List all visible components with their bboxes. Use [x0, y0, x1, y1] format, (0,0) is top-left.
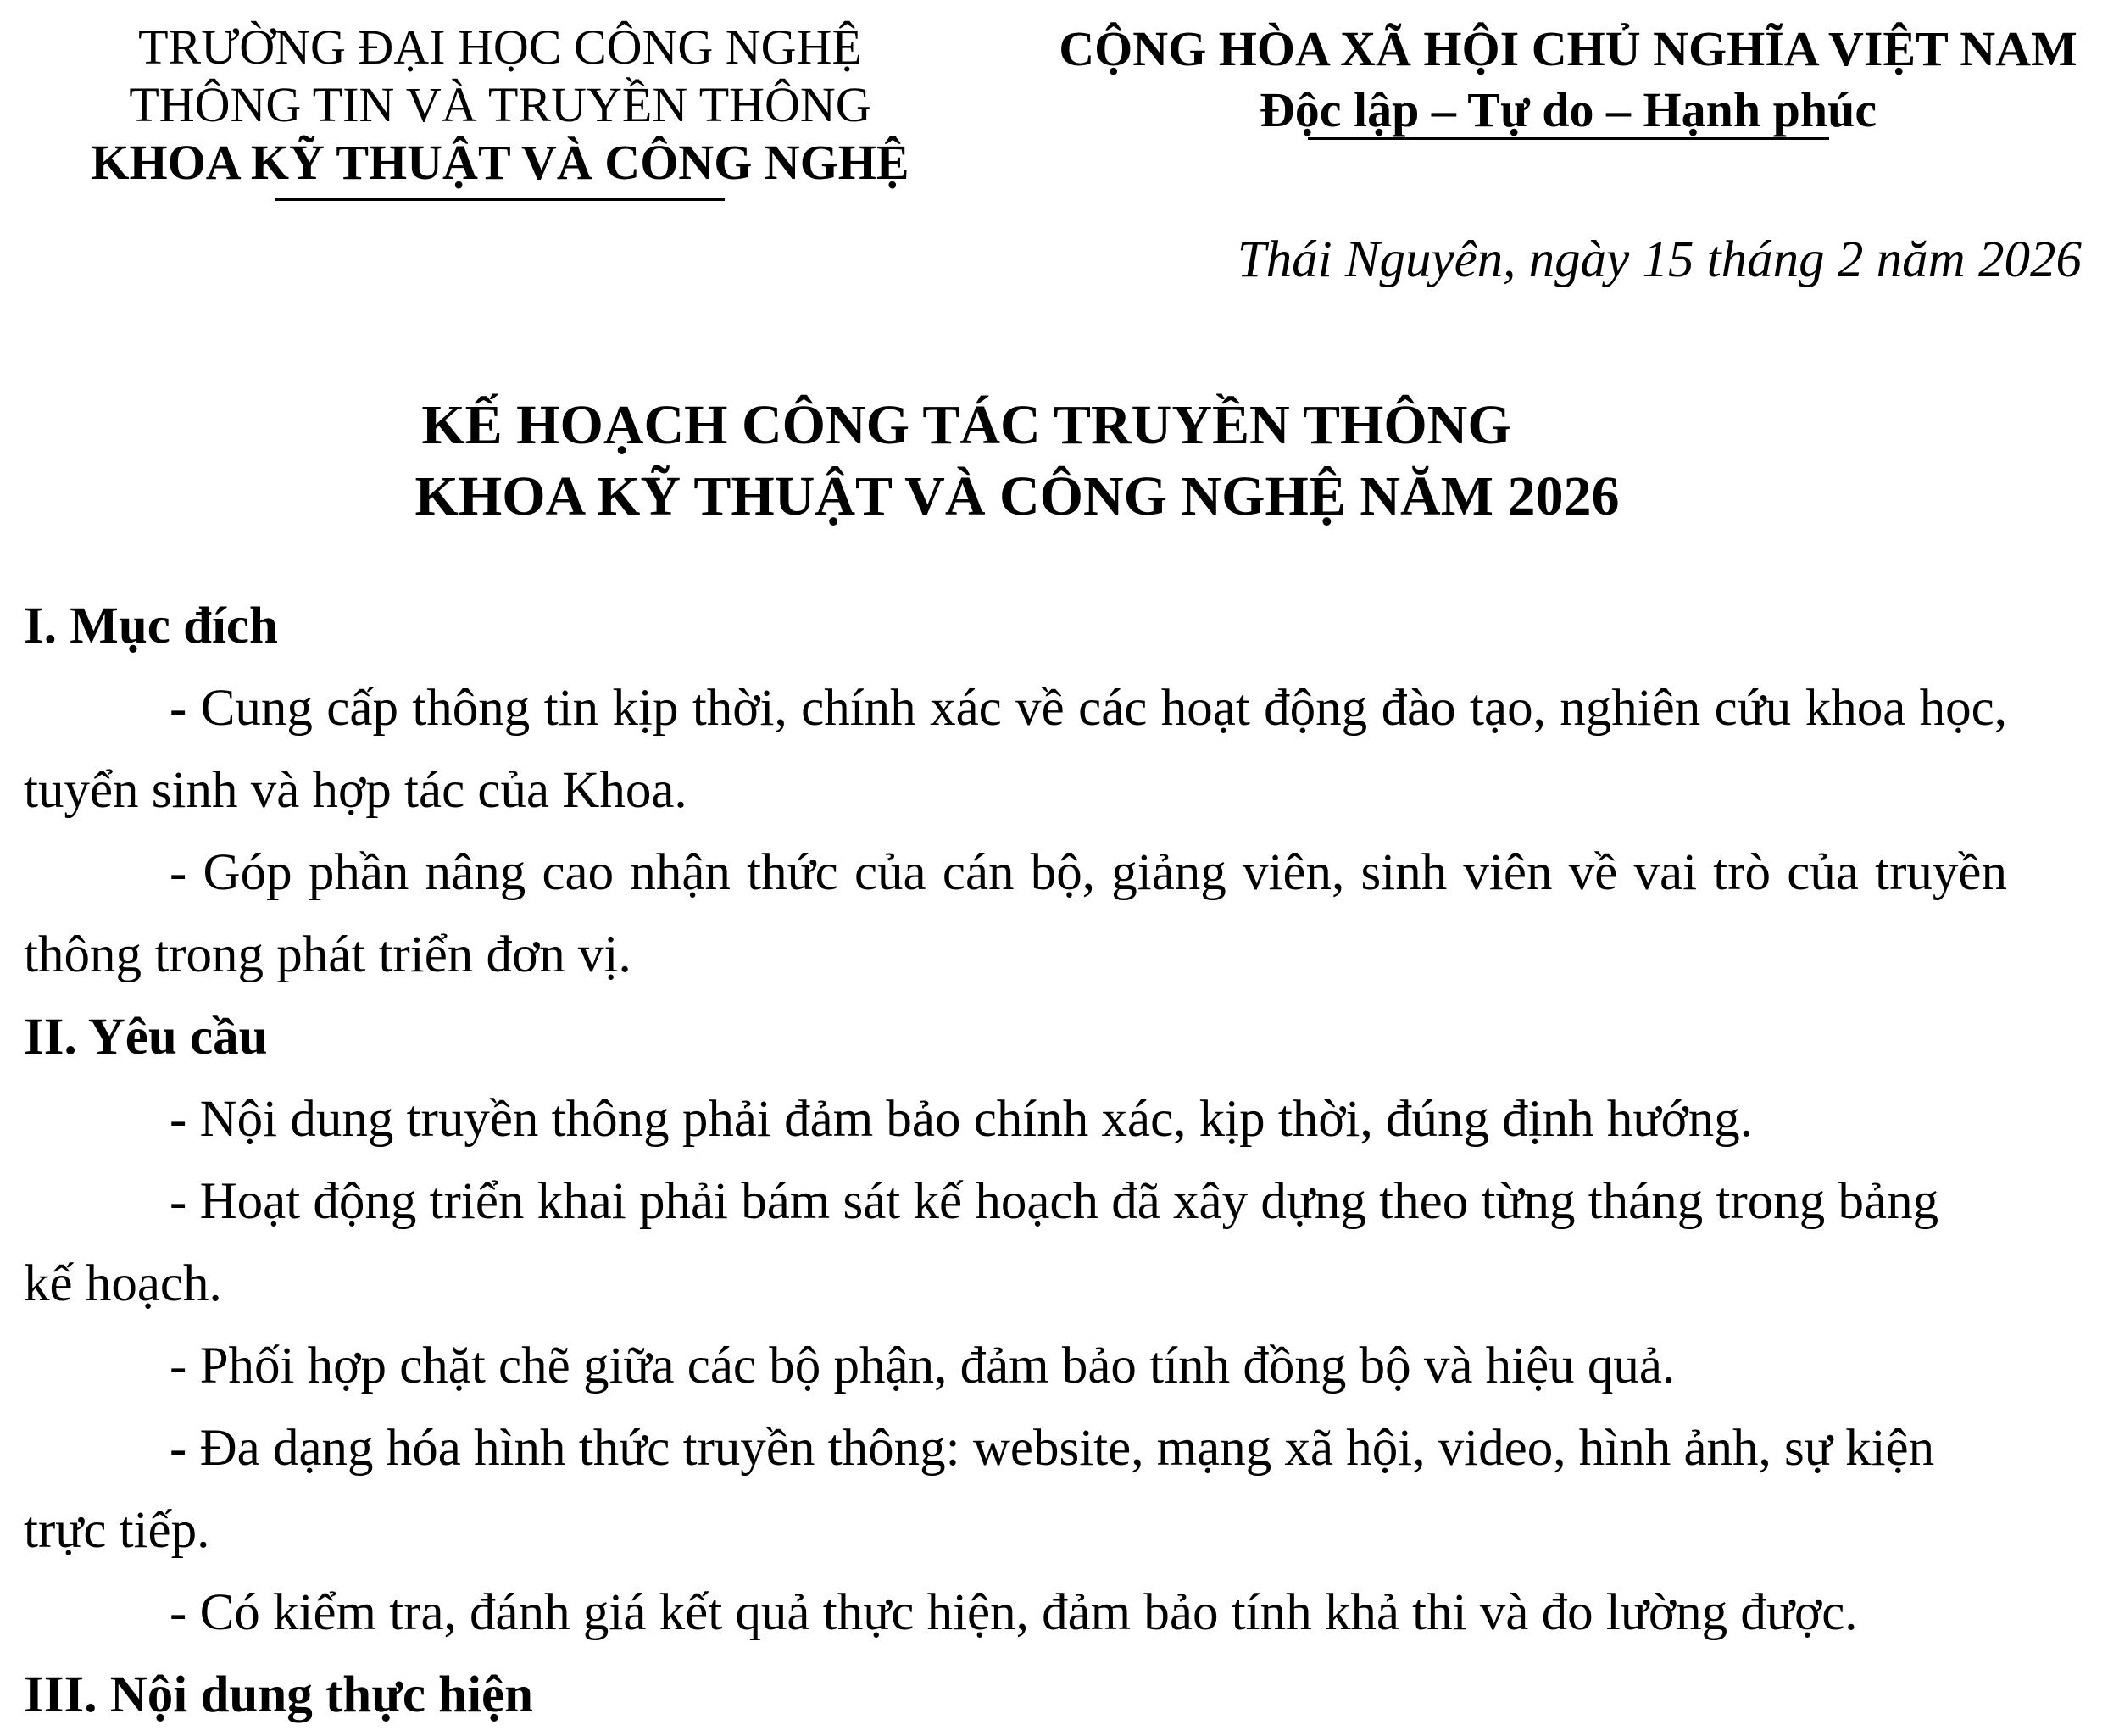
university-name-line-2: THÔNG TIN VÀ TRUYỀN THÔNG: [129, 77, 871, 132]
section-heading-purpose: I. Mục đích: [24, 598, 278, 654]
requirement-item: - Phối hợp chặt chẽ giữa các bộ phận, đảm bảo tính đồng bộ và hiệu quả.: [170, 1338, 1676, 1394]
national-motto-block: [1017, 19, 2119, 140]
document-title: [0, 390, 2119, 532]
section-heading-requirements: II. Yêu cầu: [24, 1009, 268, 1066]
university-name-line-1: TRƯỜNG ĐẠI HỌC CÔNG NGHỆ: [138, 19, 862, 75]
requirement-item: - Hoạt động triển khai phải bám sát kế hoạch đã xây dựng theo từng tháng trong bảng kế hoạch.: [24, 1173, 1939, 1312]
requirement-item: - Đa dạng hóa hình thức truyền thông: website, mạng xã hội, video, hình ảnh, sự kiện trực tiếp.: [24, 1420, 1935, 1559]
purpose-item: - Góp phần nâng cao nhận thức của cán bộ, giảng viên, sinh viên về vai trò của truyền thông trong phát triển đơn vị.: [24, 844, 2007, 983]
national-name: CỘNG HÒA XÃ HỘI CHỦ NGHĨA VIỆT NAM: [1059, 21, 2077, 76]
document-title-line-2: KHOA KỸ THUẬT VÀ CÔNG NGHỆ NĂM 2026: [414, 465, 1620, 527]
document-title-line-1: KẾ HOẠCH CÔNG TÁC TRUYỀN THÔNG: [421, 394, 1511, 456]
place-and-date: Thái Nguyên, ngày 15 tháng 2 năm 2026: [1237, 231, 2082, 288]
section-heading-content: III. Nội dung thực hiện: [24, 1666, 534, 1723]
requirement-item: - Có kiểm tra, đánh giá kết quả thực hiện, đảm bảo tính khả thi và đo lường được.: [170, 1584, 1858, 1641]
issuing-organization-block: [34, 19, 966, 201]
document-body: [24, 585, 2007, 1736]
requirement-item: - Nội dung truyền thông phải đảm bảo chính xác, kịp thời, đúng định hướng.: [170, 1091, 1754, 1148]
faculty-name: KHOA KỸ THUẬT VÀ CÔNG NGHỆ: [91, 135, 909, 190]
national-motto: Độc lập – Tự do – Hạnh phúc: [1259, 82, 1877, 137]
purpose-item: - Cung cấp thông tin kịp thời, chính xác về các hoạt động đào tạo, nghiên cứu khoa học, tuyển sinh và hợp tác của Khoa.: [24, 680, 2007, 819]
faculty-underline: [275, 198, 725, 201]
